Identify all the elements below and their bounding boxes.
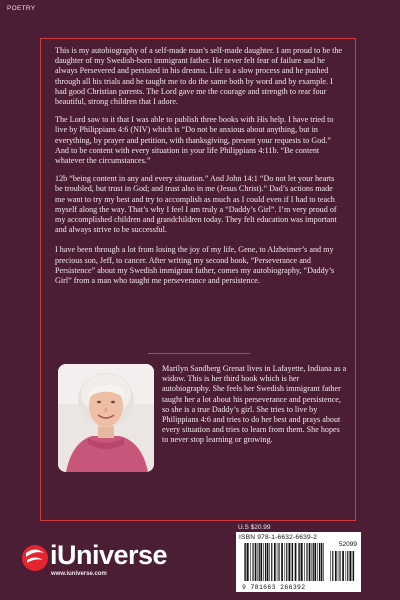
publisher-logo [20,540,170,590]
description-paragraph-2: The Lord saw to it that I was able to publish three books with His help. I have tried to live by Philippians 4:6 (NIV) which is “Do not be anxious about anything, but in everything, by prayer and petition, with thanksgiving, present your requests to God.” And to be content with every situation in your life Philippians 4:11b. “Be content whatever the circumstances.” [55,115,334,166]
description-paragraph-1: This is my autobiography of a self-made man’s self-made daughter. I am proud to be the daughter of my Swedish-born immigrant father. He never felt fear of failure and he always Persevered and persisted in his dreams. Life is a slow process and he pushed through all his trials and he taught me to do the same both by word and by example. I had good Christian parents. The Lord gave me the courage and strength to rear four beautiful, strong children that I adore. [55,46,343,107]
barcode-block [236,532,361,592]
publisher-name: iUniverse [50,540,168,570]
description-paragraph-4: I have been through a lot from losing the joy of my life, Gene, to Alzheimer’s and my precious son, Jeff, to cancer. After writing my second book, “Perseverance and Persistence” about my Swedish immigrant father, comes my autobiography, “Daddy’s Girl” from a man who taught me perseverance and persistence. [55,245,335,286]
category-label: POETRY [7,5,36,12]
publisher-url: www.iuniverse.com [51,571,107,577]
book-description [55,46,343,294]
divider-line [148,353,250,354]
iuniverse-logo-icon [20,543,50,573]
author-bio: Marilyn Sandberg Grenat lives in Lafayette, Indiana as a widow. This is her third book which is her autobiography. She feels her Swedish immigrant father taught her a lot about his perseverance and persistence, so she is a true Daddy’s girl. She tries to live by Philippians 4:6 and tries to do her best and prays about every situation and tries to learn from them. She hopes to never stop learning or growing. [162,364,347,445]
author-portrait-image [58,364,154,472]
author-photo [58,364,154,472]
price-label: U.S $20.99 [238,524,271,531]
isbn-text: ISBN 978-1-6632-6639-2 [239,534,318,541]
description-paragraph-3: 12b “being content in any and every situation.” And John 14:1 “Do not let your hearts be troubled, but trust in God; and trust also in me (Jesus Christ).” Dad’s actions made me want to try my best and try to accomplish as much as I could even if I had to teach myself along the way. That’s why I feel I am truly a “Daddy’s Girl”. I’m very proud of my accomplished children and grandchildren today. They felt education was important and always strive to be successful. [55,174,337,235]
barcode-addon-text: 52099 [338,541,357,548]
ean-number-text: 9 781663 266392 [242,584,306,591]
ean-barcode [244,543,326,581]
addon-barcode [330,551,356,581]
